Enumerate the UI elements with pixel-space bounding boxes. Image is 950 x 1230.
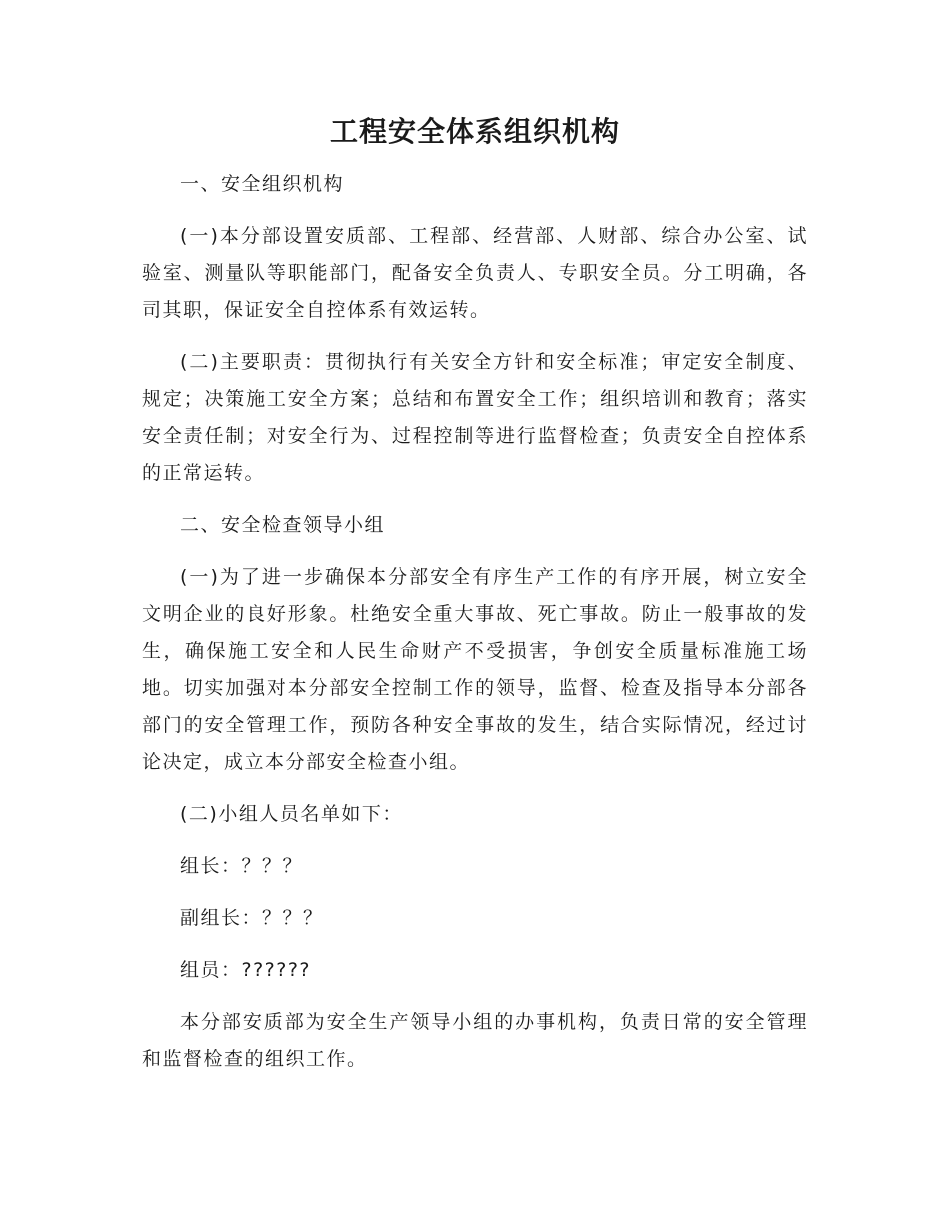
document-body <box>142 166 808 1078</box>
paragraph: (二)主要职责：贯彻执行有关安全方针和安全标准；审定安全制度、规定；决策施工安全方案；总结和布置安全工作；组织培训和教育；落实安全责任制；对安全行为、过程控制等进行监督检查；负责安全自控体系的正常运转。 <box>142 351 808 484</box>
paragraph: 本分部安质部为安全生产领导小组的办事机构，负责日常的安全管理和监督检查的组织工作。 <box>142 1011 808 1070</box>
paragraph: (一)本分部设置安质部、工程部、经营部、人财部、综合办公室、试验室、测量队等职能部门，配备安全负责人、专职安全员。分工明确，各司其职，保证安全自控体系有效运转。 <box>142 225 808 321</box>
section-heading: 一、安全组织机构 <box>180 173 345 195</box>
paragraph: (一)为了进一步确保本分部安全有序生产工作的有序开展，树立安全文明企业的良好形象。杜绝安全重大事故、死亡事故。防止一般事故的发生，确保施工安全和人民生命财产不受损害，争创安全质量标准施工场地。切实加强对本分部安全控制工作的领导，监督、检查及指导本分部各部门的安全管理工作，预防各种安全事故的发生，结合实际情况，经过讨论决定，成立本分部安全检查小组。 <box>142 566 808 773</box>
member-line: 组员：?????? <box>180 959 312 981</box>
document-title: 工程安全体系组织机构 <box>329 115 620 148</box>
section-heading: 二、安全检查领导小组 <box>180 514 386 536</box>
member-line: 副组长：？？？ <box>180 907 324 929</box>
paragraph: (二)小组人员名单如下： <box>180 803 403 825</box>
member-line: 组长：？？？ <box>180 855 304 877</box>
